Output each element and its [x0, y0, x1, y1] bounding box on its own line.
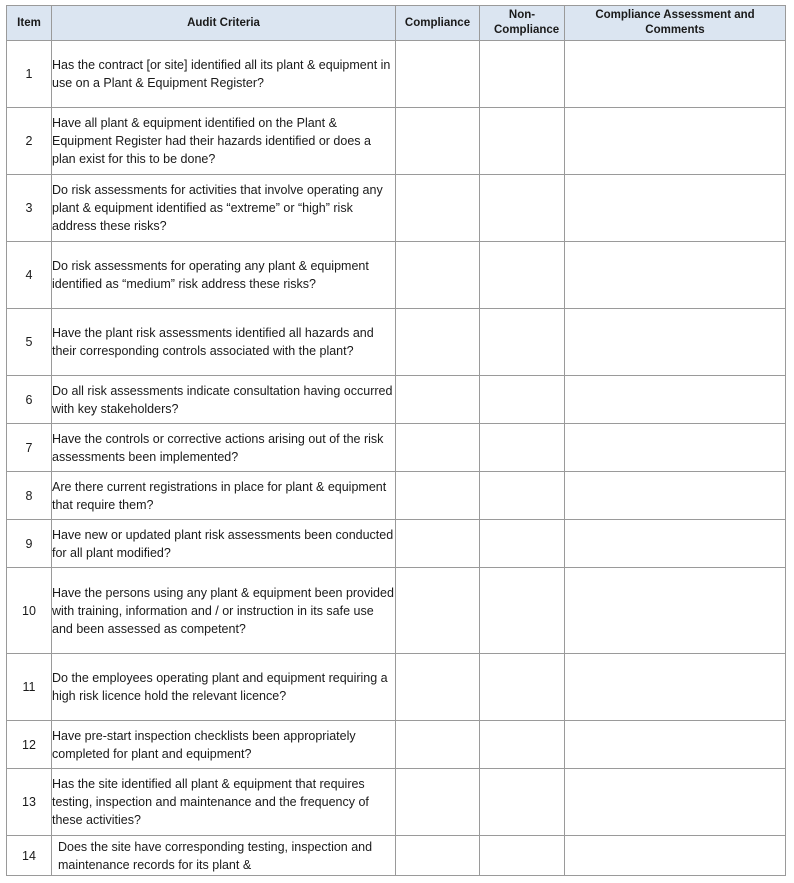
assessment-comments-cell[interactable] [565, 520, 786, 568]
audit-criteria-text: Are there current registrations in place for plant & equipment that require them? [52, 472, 396, 520]
assessment-comments-cell[interactable] [565, 769, 786, 836]
compliance-cell[interactable] [396, 108, 480, 175]
audit-criteria-text: Do risk assessments for activities that involve operating any plant & equipment identified as “extreme” or “high” risk address these risks? [52, 175, 396, 242]
audit-criteria-text: Does the site have corresponding testing, inspection and maintenance records for its plant & [52, 836, 396, 876]
non-compliance-cell[interactable] [480, 836, 565, 876]
table-row [7, 836, 786, 876]
compliance-cell[interactable] [396, 376, 480, 424]
non-compliance-cell[interactable] [480, 520, 565, 568]
audit-criteria-text: Have pre-start inspection checklists been appropriately completed for plant and equipment? [52, 721, 396, 769]
assessment-comments-cell[interactable] [565, 242, 786, 309]
compliance-cell[interactable] [396, 836, 480, 876]
assessment-comments-cell[interactable] [565, 472, 786, 520]
table-row [7, 309, 786, 376]
non-compliance-cell[interactable] [480, 376, 565, 424]
compliance-cell[interactable] [396, 309, 480, 376]
table-row [7, 424, 786, 472]
assessment-comments-cell[interactable] [565, 175, 786, 242]
compliance-cell[interactable] [396, 721, 480, 769]
header-row [7, 6, 786, 41]
item-number: 3 [7, 175, 52, 242]
audit-criteria-text: Do all risk assessments indicate consultation having occurred with key stakeholders? [52, 376, 396, 424]
assessment-comments-cell[interactable] [565, 309, 786, 376]
compliance-cell[interactable] [396, 472, 480, 520]
table-row [7, 376, 786, 424]
item-number: 5 [7, 309, 52, 376]
non-compliance-cell[interactable] [480, 654, 565, 721]
header-item: Item [7, 6, 52, 41]
non-compliance-cell[interactable] [480, 568, 565, 654]
assessment-comments-cell[interactable] [565, 568, 786, 654]
compliance-cell[interactable] [396, 242, 480, 309]
non-compliance-cell[interactable] [480, 175, 565, 242]
assessment-comments-cell[interactable] [565, 654, 786, 721]
table-row [7, 108, 786, 175]
compliance-cell[interactable] [396, 520, 480, 568]
audit-criteria-text: Have the persons using any plant & equipment been provided with training, information and / or instruction in its safe use and been assessed as competent? [52, 568, 396, 654]
compliance-cell[interactable] [396, 424, 480, 472]
header-audit-criteria: Audit Criteria [52, 6, 396, 41]
compliance-cell[interactable] [396, 568, 480, 654]
item-number: 12 [7, 721, 52, 769]
compliance-cell[interactable] [396, 769, 480, 836]
item-number: 4 [7, 242, 52, 309]
table-row [7, 721, 786, 769]
non-compliance-cell[interactable] [480, 309, 565, 376]
table-row [7, 654, 786, 721]
audit-criteria-text: Has the site identified all plant & equipment that requires testing, inspection and maintenance and the frequency of these activities? [52, 769, 396, 836]
audit-criteria-text: Have all plant & equipment identified on the Plant & Equipment Register had their hazards identified or does a plan exist for this to be done? [52, 108, 396, 175]
non-compliance-cell[interactable] [480, 769, 565, 836]
header-assessment-comments: Compliance Assessment and Comments [565, 6, 786, 41]
non-compliance-cell[interactable] [480, 424, 565, 472]
item-number: 10 [7, 568, 52, 654]
table-row [7, 472, 786, 520]
table-row [7, 175, 786, 242]
non-compliance-cell[interactable] [480, 721, 565, 769]
audit-criteria-text: Have new or updated plant risk assessments been conducted for all plant modified? [52, 520, 396, 568]
assessment-comments-cell[interactable] [565, 424, 786, 472]
audit-criteria-text: Have the controls or corrective actions arising out of the risk assessments been implemented? [52, 424, 396, 472]
non-compliance-cell[interactable] [480, 472, 565, 520]
item-number: 7 [7, 424, 52, 472]
item-number: 6 [7, 376, 52, 424]
assessment-comments-cell[interactable] [565, 108, 786, 175]
audit-criteria-text: Has the contract [or site] identified all its plant & equipment in use on a Plant & Equipment Register? [52, 41, 396, 108]
assessment-comments-cell[interactable] [565, 836, 786, 876]
item-number: 1 [7, 41, 52, 108]
header-non-compliance: Non-Compliance [480, 6, 565, 41]
item-number: 9 [7, 520, 52, 568]
table-row [7, 568, 786, 654]
non-compliance-cell[interactable] [480, 41, 565, 108]
table-row [7, 769, 786, 836]
compliance-cell[interactable] [396, 175, 480, 242]
table-row [7, 242, 786, 309]
item-number: 2 [7, 108, 52, 175]
non-compliance-cell[interactable] [480, 242, 565, 309]
assessment-comments-cell[interactable] [565, 41, 786, 108]
item-number: 13 [7, 769, 52, 836]
audit-criteria-text: Do risk assessments for operating any plant & equipment identified as “medium” risk address these risks? [52, 242, 396, 309]
assessment-comments-cell[interactable] [565, 376, 786, 424]
item-number: 11 [7, 654, 52, 721]
item-number: 8 [7, 472, 52, 520]
audit-criteria-table [6, 5, 786, 876]
header-compliance: Compliance [396, 6, 480, 41]
audit-criteria-text: Do the employees operating plant and equipment requiring a high risk licence hold the relevant licence? [52, 654, 396, 721]
item-number: 14 [7, 836, 52, 876]
table-row [7, 520, 786, 568]
assessment-comments-cell[interactable] [565, 721, 786, 769]
non-compliance-cell[interactable] [480, 108, 565, 175]
compliance-cell[interactable] [396, 41, 480, 108]
table-row [7, 41, 786, 108]
compliance-cell[interactable] [396, 654, 480, 721]
audit-criteria-text: Have the plant risk assessments identified all hazards and their corresponding controls associated with the plant? [52, 309, 396, 376]
